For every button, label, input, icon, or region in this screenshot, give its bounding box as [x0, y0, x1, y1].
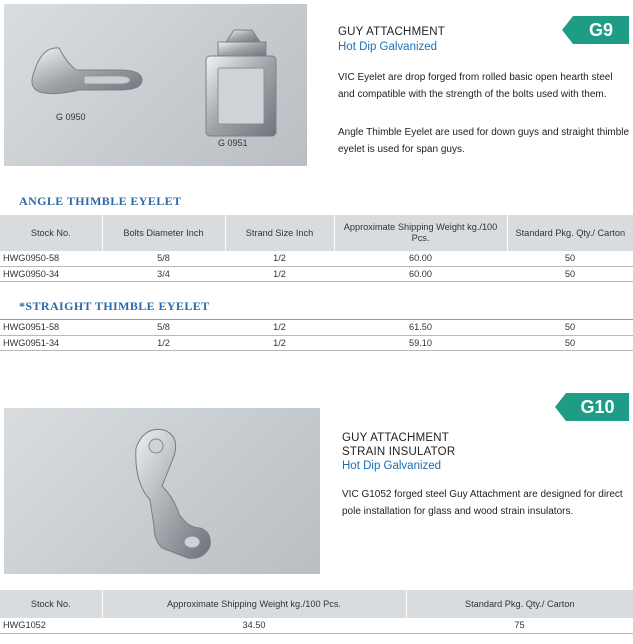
g9-product-photo — [4, 4, 307, 166]
col-standard-pkg: Standard Pkg. Qty./ Carton — [507, 215, 633, 251]
angle-thimble-eyelet-image — [4, 4, 307, 166]
cell-stock-no: HWG0950-34 — [0, 266, 102, 281]
g9-description-1: VIC Eyelet are drop forged from rolled basic open hearth steel and compatible with the strength of the bolts used with them. — [338, 72, 613, 100]
cell-bolts-diameter: 5/8 — [102, 320, 225, 335]
col-standard-pkg: Standard Pkg. Qty./ Carton — [406, 590, 633, 618]
cell-strand-size: 1/2 — [225, 335, 334, 350]
cell-shipping-weight: 60.00 — [334, 266, 507, 281]
cell-stock-no: HWG0950-58 — [0, 251, 102, 266]
section-badge-g9: G9 — [573, 16, 629, 44]
photo-label-g0950: G 0950 — [56, 112, 86, 122]
photo-label-g0951: G 0951 — [218, 138, 248, 148]
col-stock-no: Stock No. — [0, 215, 102, 251]
cell-standard-pkg: 75 — [406, 618, 633, 633]
cell-standard-pkg: 50 — [507, 320, 633, 335]
col-shipping-weight: Approximate Shipping Weight kg./100 Pcs. — [334, 215, 507, 251]
section-title-angle-thimble-eyelet: ANGLE THIMBLE EYELET — [19, 194, 182, 208]
g10-description: VIC G1052 forged steel Guy Attachment are designed for direct pole installation for glass and wood strain insulators. — [342, 489, 623, 517]
table-row — [0, 320, 633, 335]
table-row — [0, 266, 633, 281]
cell-strand-size: 1/2 — [225, 251, 334, 266]
cell-standard-pkg: 50 — [507, 266, 633, 281]
g9-subtitle: Hot Dip Galvanized — [338, 41, 438, 53]
cell-strand-size: 1/2 — [225, 320, 334, 335]
cell-shipping-weight: 59.10 — [334, 335, 507, 350]
cell-strand-size: 1/2 — [225, 266, 334, 281]
cell-shipping-weight: 60.00 — [334, 251, 507, 266]
cell-bolts-diameter: 1/2 — [102, 335, 225, 350]
cell-shipping-weight: 61.50 — [334, 320, 507, 335]
cell-stock-no: HWG0951-34 — [0, 335, 102, 350]
cell-bolts-diameter: 5/8 — [102, 251, 225, 266]
table-header-row — [0, 215, 633, 251]
section-title-straight-thimble-eyelet: *STRAIGHT THIMBLE EYELET — [19, 299, 210, 313]
col-bolts-diameter: Bolts Diameter Inch — [102, 215, 225, 251]
cell-standard-pkg: 50 — [507, 251, 633, 266]
cell-bolts-diameter: 3/4 — [102, 266, 225, 281]
angle-thimble-eyelet-table — [0, 215, 633, 282]
col-stock-no: Stock No. — [0, 590, 102, 618]
strain-insulator-table — [0, 590, 633, 634]
strain-insulator-attachment-image — [4, 408, 320, 574]
g10-subtitle: Hot Dip Galvanized — [342, 460, 442, 472]
cell-shipping-weight: 34.50 — [102, 618, 406, 633]
table-row — [0, 251, 633, 266]
table-header-row — [0, 590, 633, 618]
straight-thimble-eyelet-table — [0, 320, 633, 351]
col-shipping-weight: Approximate Shipping Weight kg./100 Pcs. — [102, 590, 406, 618]
g9-title: GUY ATTACHMENT — [338, 26, 445, 38]
section-badge-g10: G10 — [566, 393, 629, 421]
col-strand-size: Strand Size Inch — [225, 215, 334, 251]
cell-stock-no: HWG0951-58 — [0, 320, 102, 335]
g10-product-photo — [4, 408, 320, 574]
cell-standard-pkg: 50 — [507, 335, 633, 350]
cell-stock-no: HWG1052 — [0, 618, 102, 633]
g10-title-line-2: STRAIN INSULATOR — [342, 446, 456, 458]
g9-description-2: Angle Thimble Eyelet are used for down guys and straight thimble eyelet is used for span guys. — [338, 127, 630, 155]
table-row — [0, 335, 633, 350]
table-row — [0, 618, 633, 633]
g10-title-line-1: GUY ATTACHMENT — [342, 432, 449, 444]
